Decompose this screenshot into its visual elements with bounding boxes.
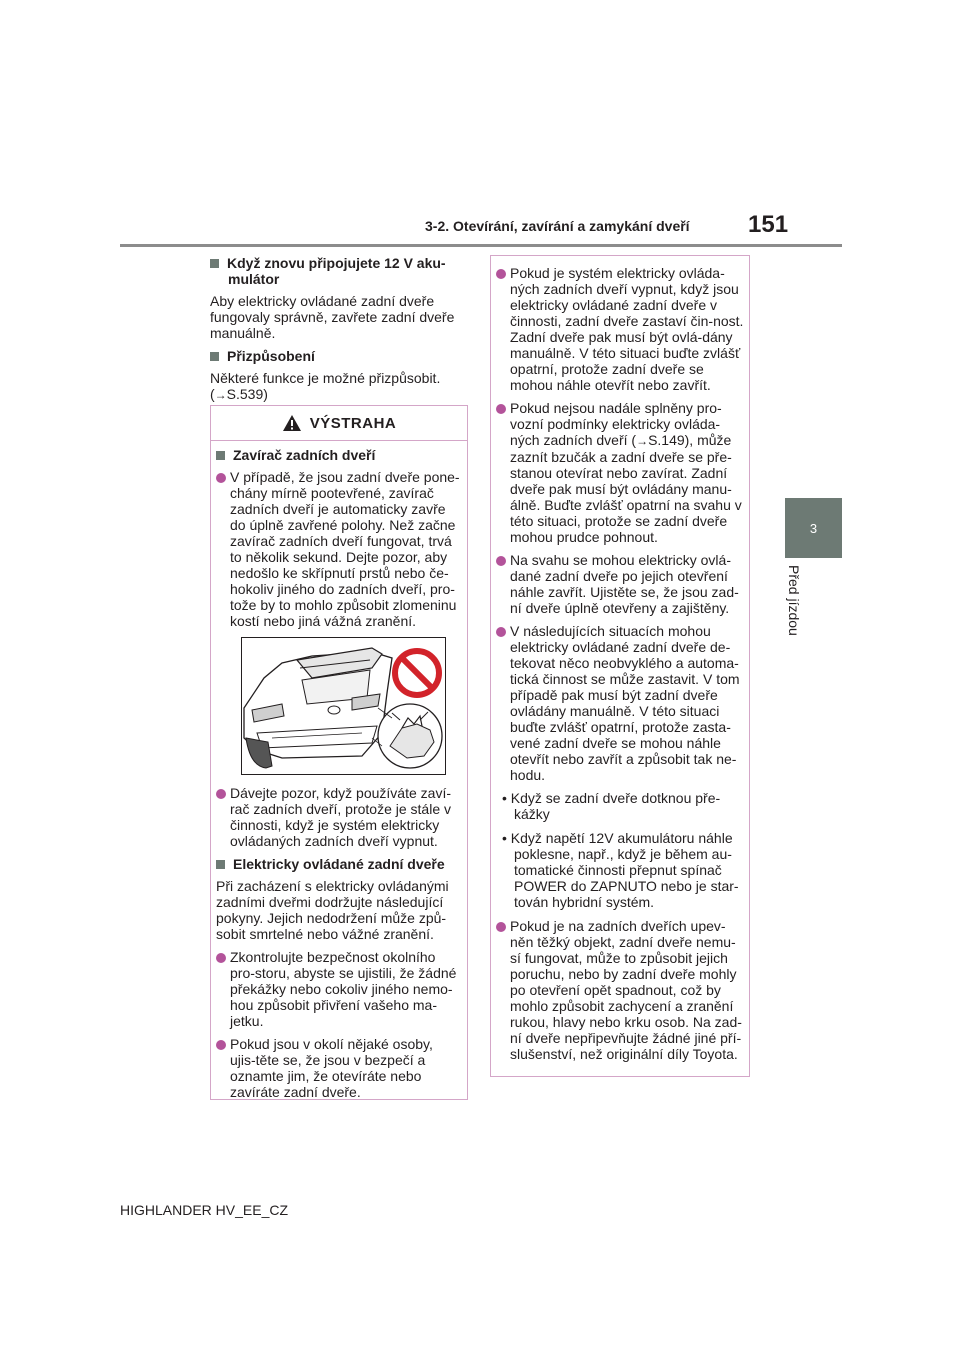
header-title: 3-2. Otevírání, zavírání a zamykání dveří (425, 218, 690, 234)
sub-list-item (496, 790, 744, 822)
square-bullet-icon (210, 352, 219, 361)
prohibition-icon (395, 651, 439, 695)
item-text: Pokud je systém elektricky ovláda-ných zadních dveří vypnut, když jsou elektricky ovládané zadní dveře v činnosti, zadní dveře zastaví čin-nost. Zadní dveře pak musí být ovlá-dány manuálně. V této situaci buďte zvlášť opatrní, protože zadní dveře se mohou náhle otevřít nebo zavřít. (510, 265, 744, 393)
heading-text: Zavírač zadních dveří (233, 447, 376, 463)
section-heading (216, 856, 462, 872)
square-bullet-icon (210, 259, 219, 268)
item-text: Když napětí 12V akumulátoru náhle poklesne, např., když je během au-tomatické činnosti přepnut spínač POWER do ZAPNUTO nebo je star-tován hybridní systém. (510, 830, 739, 910)
section-heading (210, 348, 470, 364)
paragraph (210, 370, 470, 403)
para-text: Některé funkce je možné přizpůsobit. ( (210, 370, 441, 402)
round-bullet-icon (216, 789, 226, 799)
heading-text: Přizpůsobení (227, 348, 315, 364)
round-bullet-icon (216, 473, 226, 483)
round-bullet-icon (496, 922, 506, 932)
round-bullet-icon (216, 953, 226, 963)
list-item (216, 1036, 462, 1100)
chapter-name: Před jízdou (786, 565, 802, 636)
section-heading (210, 255, 470, 287)
list-item (496, 265, 744, 393)
paragraph: Aby elektricky ovládané zadní dveře fungovaly správně, zavřete zadní dveře manuálně. (210, 293, 455, 341)
round-bullet-icon (496, 404, 506, 414)
item-text: Pokud jsou v okolí nějaké osoby, ujis-těte se, že jsou v bezpečí a oznamte jim, že otevíráte nebo zavíráte zadní dveře. (230, 1036, 433, 1100)
warning-label: VÝSTRAHA (309, 414, 397, 432)
warning-triangle-icon (282, 414, 302, 432)
square-bullet-icon (216, 860, 225, 869)
item-text: Na svahu se mohou elektricky ovlá-dané zadní dveře po jejich otevření náhle zavřít. Ujistěte se, že jsou zad-ní dveře úplně otevřeny a zajištěny. (510, 552, 739, 616)
heading-text: Elektricky ovládané zadní dveře (233, 856, 445, 872)
round-bullet-icon (496, 556, 506, 566)
item-text: Když se zadní dveře dotknou pře-kážky (510, 790, 721, 822)
sub-bullet-marker: • (502, 790, 507, 806)
page-reference-link[interactable]: S.149), může zaznít bzučák a zadní dveře se pře-stanou otevírat nebo zavírat. Zadní dveře pak musí být ovládány manu-álně. Buďte zvlášť opatrní na svahu v této situaci, protože se zadní dveře mohou prudce pohnout. (510, 432, 742, 545)
reference-arrow: → (636, 434, 649, 448)
item-text: Pokud je na zadních dveřích upev-něn těžký objekt, zadní dveře nemu-sí fungovat, může to způsobit jejich poruchu, nebo by zadní dveře mohly po otevření opět spadnout, což by mohlo způsobit zachycení a zranění rukou, hlavy nebo krku osob. Na zad-ní dveře nepřipevňujte žádné jiné pří-slušenství, než originální díly Toyota. (510, 918, 742, 1062)
footer-model-code: HIGHLANDER HV_EE_CZ (120, 1202, 289, 1218)
heading-text: Když znovu připojujete 12 V aku-mulátor (227, 255, 446, 287)
sub-list-item (496, 830, 744, 910)
warning-body (211, 441, 467, 1100)
item-text: V následujících situacích mohou elektricky ovládané zadní dveře de-tekovat něco neobvyklého a automa-tická činnost se může zastavit. V tom případě pak musí být zadní dveře ovládány manuálně. V této situaci buďte zvlášť opatrní, protože zasta-vené zadní dveře se mohou náhle otevřít nebo zavřít a způsobit tak ne-hodu. (510, 623, 740, 783)
round-bullet-icon (496, 627, 506, 637)
list-item (496, 623, 744, 783)
list-item (216, 469, 462, 629)
left-column (210, 255, 470, 410)
list-item (496, 918, 744, 1062)
warning-continuation-box (490, 255, 750, 1077)
list-item (216, 785, 462, 849)
list-item (496, 400, 744, 545)
list-item (496, 552, 744, 616)
item-text: Zkontrolujte bezpečnost okolního pro-storu, abyste se ujistili, že žádné překážky nebo cokoliv jiného nemo-hou způsobit přivření vašeho ma-jetku. (230, 949, 457, 1029)
page-reference-link[interactable]: S.539) (226, 386, 268, 402)
warning-header (211, 406, 467, 441)
item-text: Dávejte pozor, když používáte zaví-rač zadních dveří, protože je stále v činnosti, když je systém elektricky ovládaných zadních dveří vypnut. (230, 785, 451, 849)
round-bullet-icon (496, 269, 506, 279)
warning-box (210, 405, 468, 1100)
list-item (216, 949, 462, 1029)
square-bullet-icon (216, 451, 225, 460)
item-text: Pokud nejsou nadále splněny pro-vozní podmínky elektricky ovláda-ných zadních dveří ( (510, 400, 722, 448)
sub-bullet-marker: • (502, 830, 507, 846)
section-heading (216, 447, 462, 463)
round-bullet-icon (216, 1040, 226, 1050)
reference-arrow: → (214, 388, 227, 402)
paragraph: Při zacházení s elektricky ovládanými zadními dveřmi dodržujte následující pokyny. Jejich nedodržení může způ-sobit smrtelné nebo vážné zranění. (216, 878, 449, 942)
page-number: 151 (748, 211, 789, 238)
header-rule (120, 244, 842, 247)
item-text: V případě, že jsou zadní dveře pone-chány mírně pootevřené, zavírač zadních dveří je automaticky zavře do úplně zavřené polohy. Než začne zavírač zadních dveří fungovat, trvá to několik sekund. Dejte pozor, aby nedošlo ke skřípnutí prstů nebo če-hokoliv jiného do zadních dveří, pro-tože by to mohlo způsobit zlomeninu kostí nebo jiná vážná zranění. (230, 469, 460, 629)
tailgate-illustration (241, 637, 446, 775)
chapter-tab[interactable]: 3 (785, 498, 842, 558)
